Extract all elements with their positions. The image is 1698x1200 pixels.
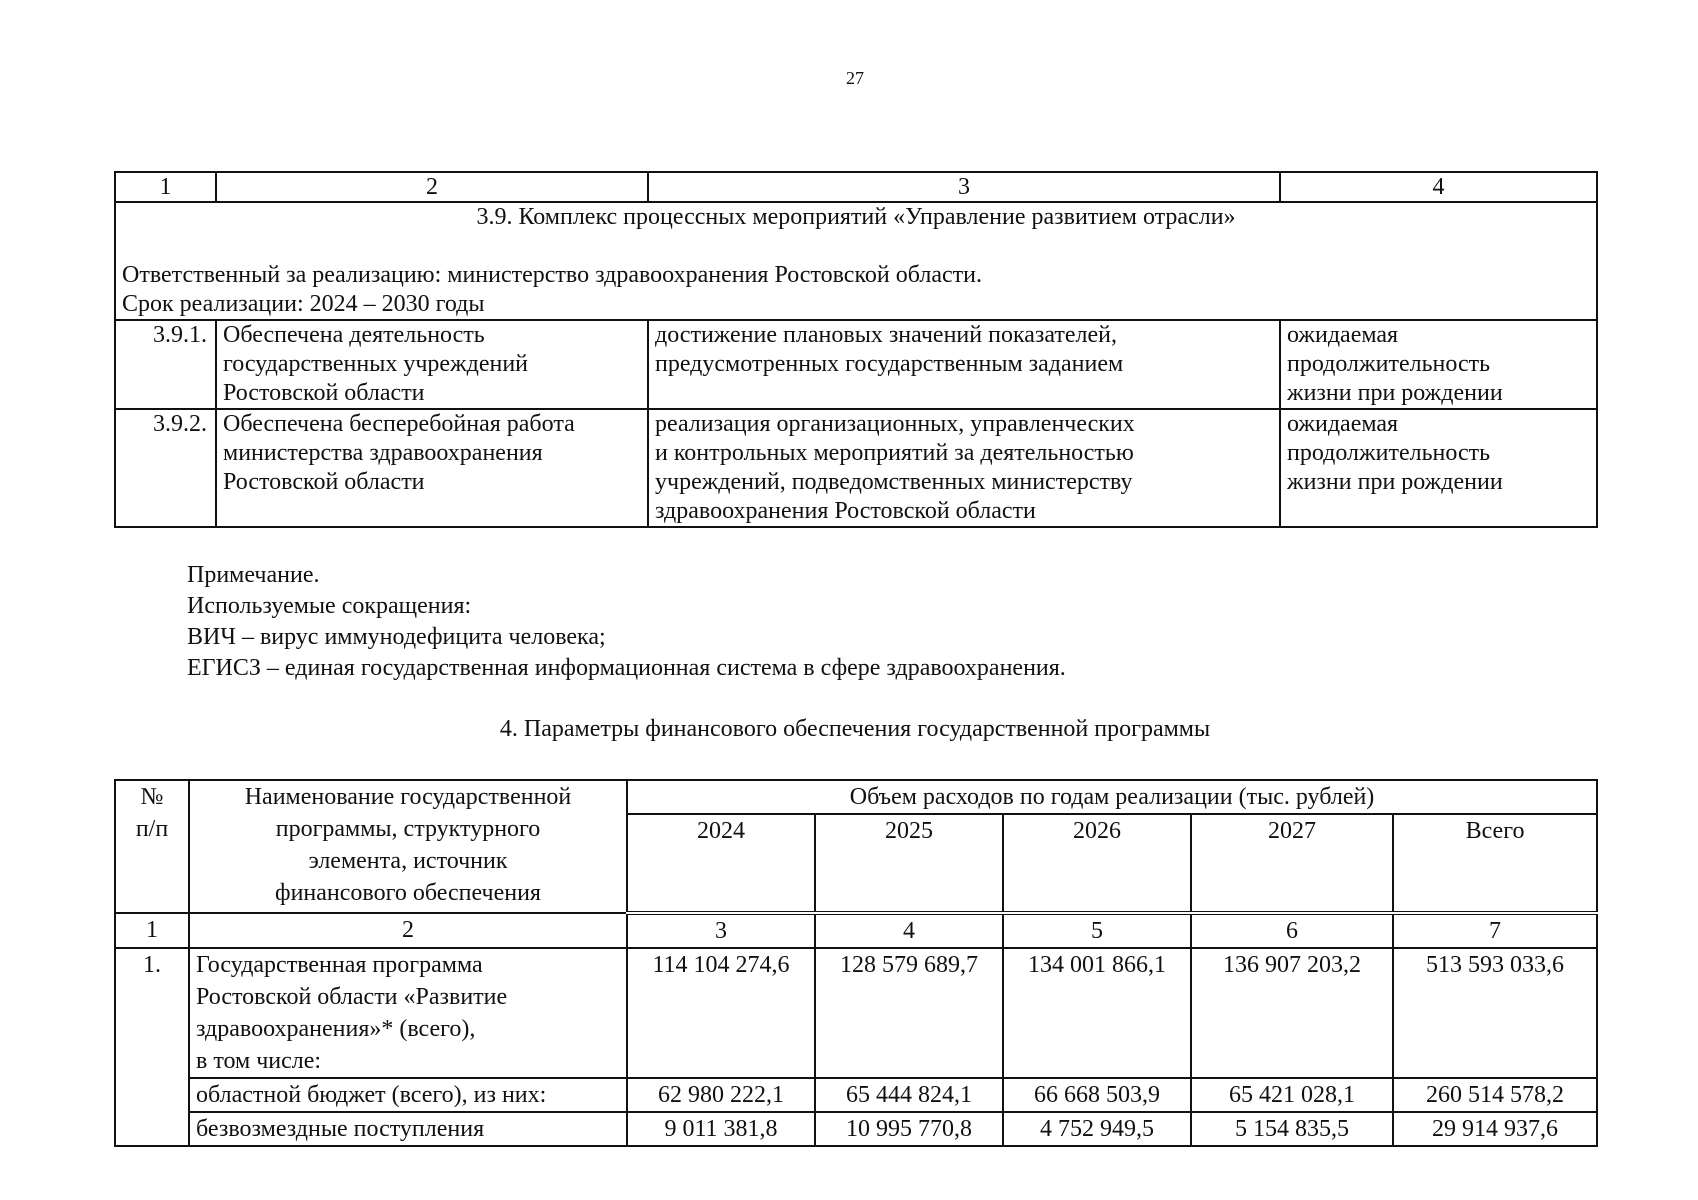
indicator-cell	[1280, 320, 1597, 409]
header-cell: 3	[648, 172, 1280, 202]
header-cell: 2	[216, 172, 648, 202]
notes-subtitle: Используемые сокращения:	[187, 593, 472, 619]
complex-cell	[115, 202, 1597, 320]
section-title: 4. Параметры финансового обеспечения государственной программы	[499, 716, 1211, 742]
table-row	[115, 1078, 1597, 1112]
text-line: реализация организационных, управленческих	[655, 411, 1135, 437]
value-cell: 134 001 866,1	[1003, 948, 1191, 1078]
index-cell: 7	[1393, 913, 1597, 948]
table-row	[115, 1112, 1597, 1146]
text-line: Государственная программа	[196, 952, 483, 978]
text-line: учреждений, подведомственных министерству	[655, 469, 1133, 495]
complex-term: Срок реализации: 2024 – 2030 годы	[122, 291, 485, 317]
value-cell: 4 752 949,5	[1003, 1112, 1191, 1146]
text-line: п/п	[135, 816, 169, 842]
header-cell: 4	[1280, 172, 1597, 202]
table-header-row	[115, 172, 1597, 202]
value-cell: 65 421 028,1	[1191, 1078, 1393, 1112]
text-line: финансового обеспечения	[275, 880, 541, 906]
source-name-cell: безвозмездные поступления	[189, 1112, 627, 1146]
header-group-cell: Объем расходов по годам реализации (тыс. рублей)	[627, 780, 1597, 814]
task-cell	[216, 409, 648, 527]
text-line: ожидаемая	[1287, 322, 1399, 348]
value-cell: 9 011 381,8	[627, 1112, 815, 1146]
description-cell	[648, 409, 1280, 527]
activities-table	[114, 171, 1598, 528]
value-cell: 114 104 274,6	[627, 948, 815, 1078]
text-line: предусмотренных государственным заданием	[655, 351, 1124, 377]
row-number: 1.	[115, 948, 189, 1146]
value-cell: 513 593 033,6	[1393, 948, 1597, 1078]
text-line: Наименование государственной	[244, 784, 572, 810]
text-line: Ростовской области	[223, 469, 425, 495]
text-line: Обеспечена деятельность	[223, 322, 485, 348]
index-cell: 1	[115, 913, 189, 948]
value-cell: 128 579 689,7	[815, 948, 1003, 1078]
header-num-cell	[115, 780, 189, 913]
complex-responsible: Ответственный за реализацию: министерство здравоохранения Ростовской области.	[122, 262, 982, 288]
value-cell: 62 980 222,1	[627, 1078, 815, 1112]
header-cell: 1	[115, 172, 216, 202]
notes-block	[187, 560, 1066, 684]
index-cell: 5	[1003, 913, 1191, 948]
value-cell: 136 907 203,2	[1191, 948, 1393, 1078]
notes-title: Примечание.	[187, 562, 320, 588]
index-row	[115, 913, 1597, 948]
financing-table	[114, 779, 1598, 1147]
text-line: ожидаемая	[1287, 411, 1399, 437]
page-number: 27	[846, 68, 864, 88]
text-line: Ростовской области «Развитие	[196, 984, 508, 1010]
text-line: №	[140, 784, 164, 810]
text-line: продолжительность	[1287, 351, 1491, 377]
index-cell: 4	[815, 913, 1003, 948]
text-line: элемента, источник	[308, 848, 508, 874]
value-cell: 65 444 824,1	[815, 1078, 1003, 1112]
complex-title: 3.9. Комплекс процессных мероприятий «Управление развитием отрасли»	[476, 204, 1236, 230]
indicator-cell	[1280, 409, 1597, 527]
value-cell: 66 668 503,9	[1003, 1078, 1191, 1112]
value-cell: 260 514 578,2	[1393, 1078, 1597, 1112]
text-line: жизни при рождении	[1287, 380, 1503, 406]
note-item: ВИЧ – вирус иммунодефицита человека;	[187, 624, 606, 650]
text-line: здравоохранения Ростовской области	[655, 498, 1036, 524]
description-cell	[648, 320, 1280, 409]
value-cell: 5 154 835,5	[1191, 1112, 1393, 1146]
text-line: министерства здравоохранения	[223, 440, 543, 466]
source-name-cell: областной бюджет (всего), из них:	[189, 1078, 627, 1112]
table-header-row	[115, 780, 1597, 814]
text-line: продолжительность	[1287, 440, 1491, 466]
text-line: жизни при рождении	[1287, 469, 1503, 495]
table-row	[115, 320, 1597, 409]
program-name-cell	[189, 948, 627, 1078]
header-year-cell: 2024	[627, 814, 815, 913]
header-year-cell: 2027	[1191, 814, 1393, 913]
text-line: здравоохранения»* (всего),	[196, 1016, 476, 1042]
text-line: программы, структурного	[275, 816, 541, 842]
text-line: достижение плановых значений показателей,	[655, 322, 1118, 348]
table-row	[115, 948, 1597, 1078]
text-line: Обеспечена бесперебойная работа	[223, 411, 575, 437]
index-cell: 2	[189, 913, 627, 948]
header-total-cell: Всего	[1393, 814, 1597, 913]
value-cell: 29 914 937,6	[1393, 1112, 1597, 1146]
row-number: 3.9.2.	[115, 409, 216, 527]
text-line: и контрольных мероприятий за деятельностью	[655, 440, 1134, 466]
note-item: ЕГИСЗ – единая государственная информационная система в сфере здравоохранения.	[187, 655, 1066, 681]
header-name-cell	[189, 780, 627, 913]
complex-row	[115, 202, 1597, 320]
text-line: государственных учреждений	[223, 351, 529, 377]
index-cell: 3	[627, 913, 815, 948]
row-number: 3.9.1.	[115, 320, 216, 409]
value-cell: 10 995 770,8	[815, 1112, 1003, 1146]
table-row	[115, 409, 1597, 527]
text-line: в том числе:	[196, 1048, 322, 1074]
task-cell	[216, 320, 648, 409]
text-line: Ростовской области	[223, 380, 425, 406]
header-year-cell: 2025	[815, 814, 1003, 913]
header-year-cell: 2026	[1003, 814, 1191, 913]
index-cell: 6	[1191, 913, 1393, 948]
